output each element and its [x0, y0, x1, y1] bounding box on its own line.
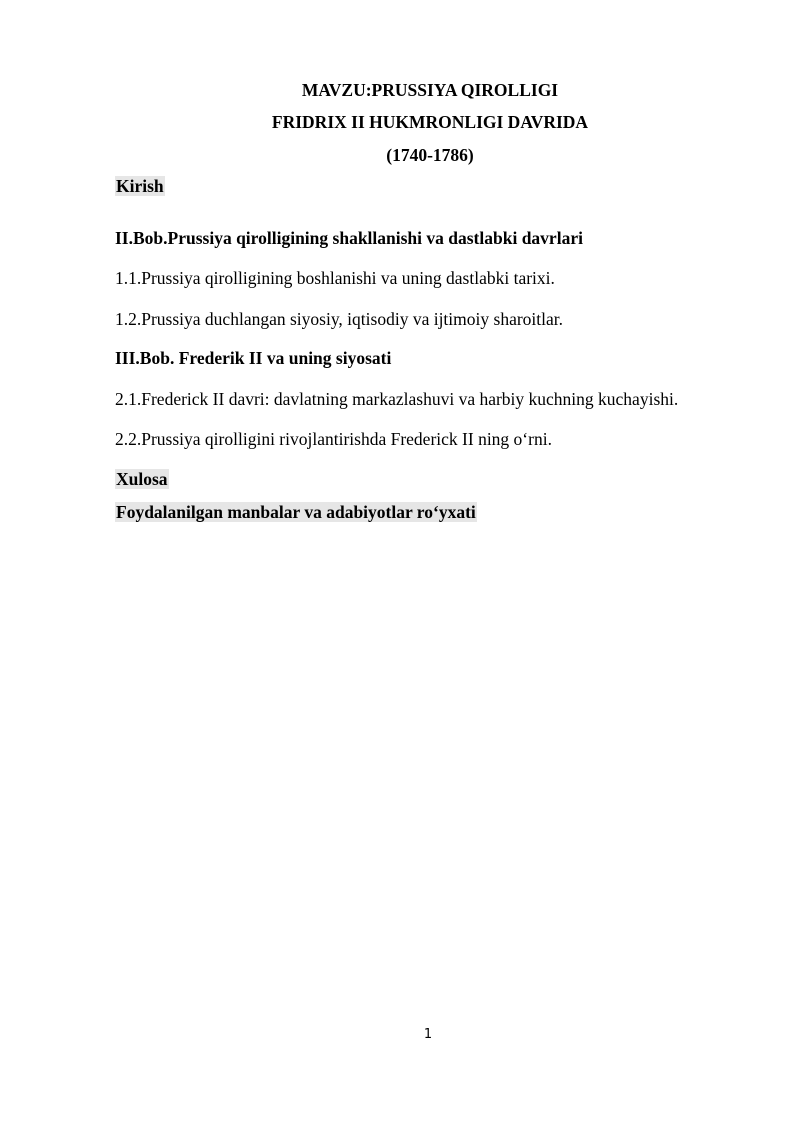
- toc-section-1-1: 1.1.Prussiya qirolligining boshlanishi va uning dastlabki tarixi.: [115, 268, 555, 288]
- toc-chapter-3-heading: III.Bob. Frederik II va uning siyosati: [115, 348, 392, 368]
- title-line-1: MAVZU:PRUSSIYA QIROLLIGI: [301, 80, 559, 100]
- page-number: 1: [423, 1027, 433, 1042]
- title-line-3: (1740-1786): [386, 145, 474, 165]
- toc-chapter-2-heading: II.Bob.Prussiya qirolligining shakllanishi va dastlabki davrlari: [115, 228, 583, 248]
- toc-references: [115, 502, 477, 522]
- toc-intro: [115, 176, 165, 196]
- toc-references-label: Foydalanilgan manbalar va adabiyotlar ro‘yxati: [116, 502, 476, 522]
- toc-section-2-2: 2.2.Prussiya qirolligini rivojlantirishda Frederick II ning o‘rni.: [115, 429, 552, 449]
- toc-section-2-1: 2.1.Frederick II davri: davlatning markazlashuvi va harbiy kuchning kuchayishi.: [115, 389, 679, 409]
- title-line-2: FRIDRIX II HUKMRONLIGI DAVRIDA: [271, 112, 589, 132]
- toc-conclusion: [115, 469, 169, 489]
- toc-conclusion-label: Xulosa: [116, 469, 168, 489]
- toc-section-1-2: 1.2.Prussiya duchlangan siyosiy, iqtisodiy va ijtimoiy sharoitlar.: [115, 309, 564, 329]
- toc-intro-label: Kirish: [116, 176, 164, 196]
